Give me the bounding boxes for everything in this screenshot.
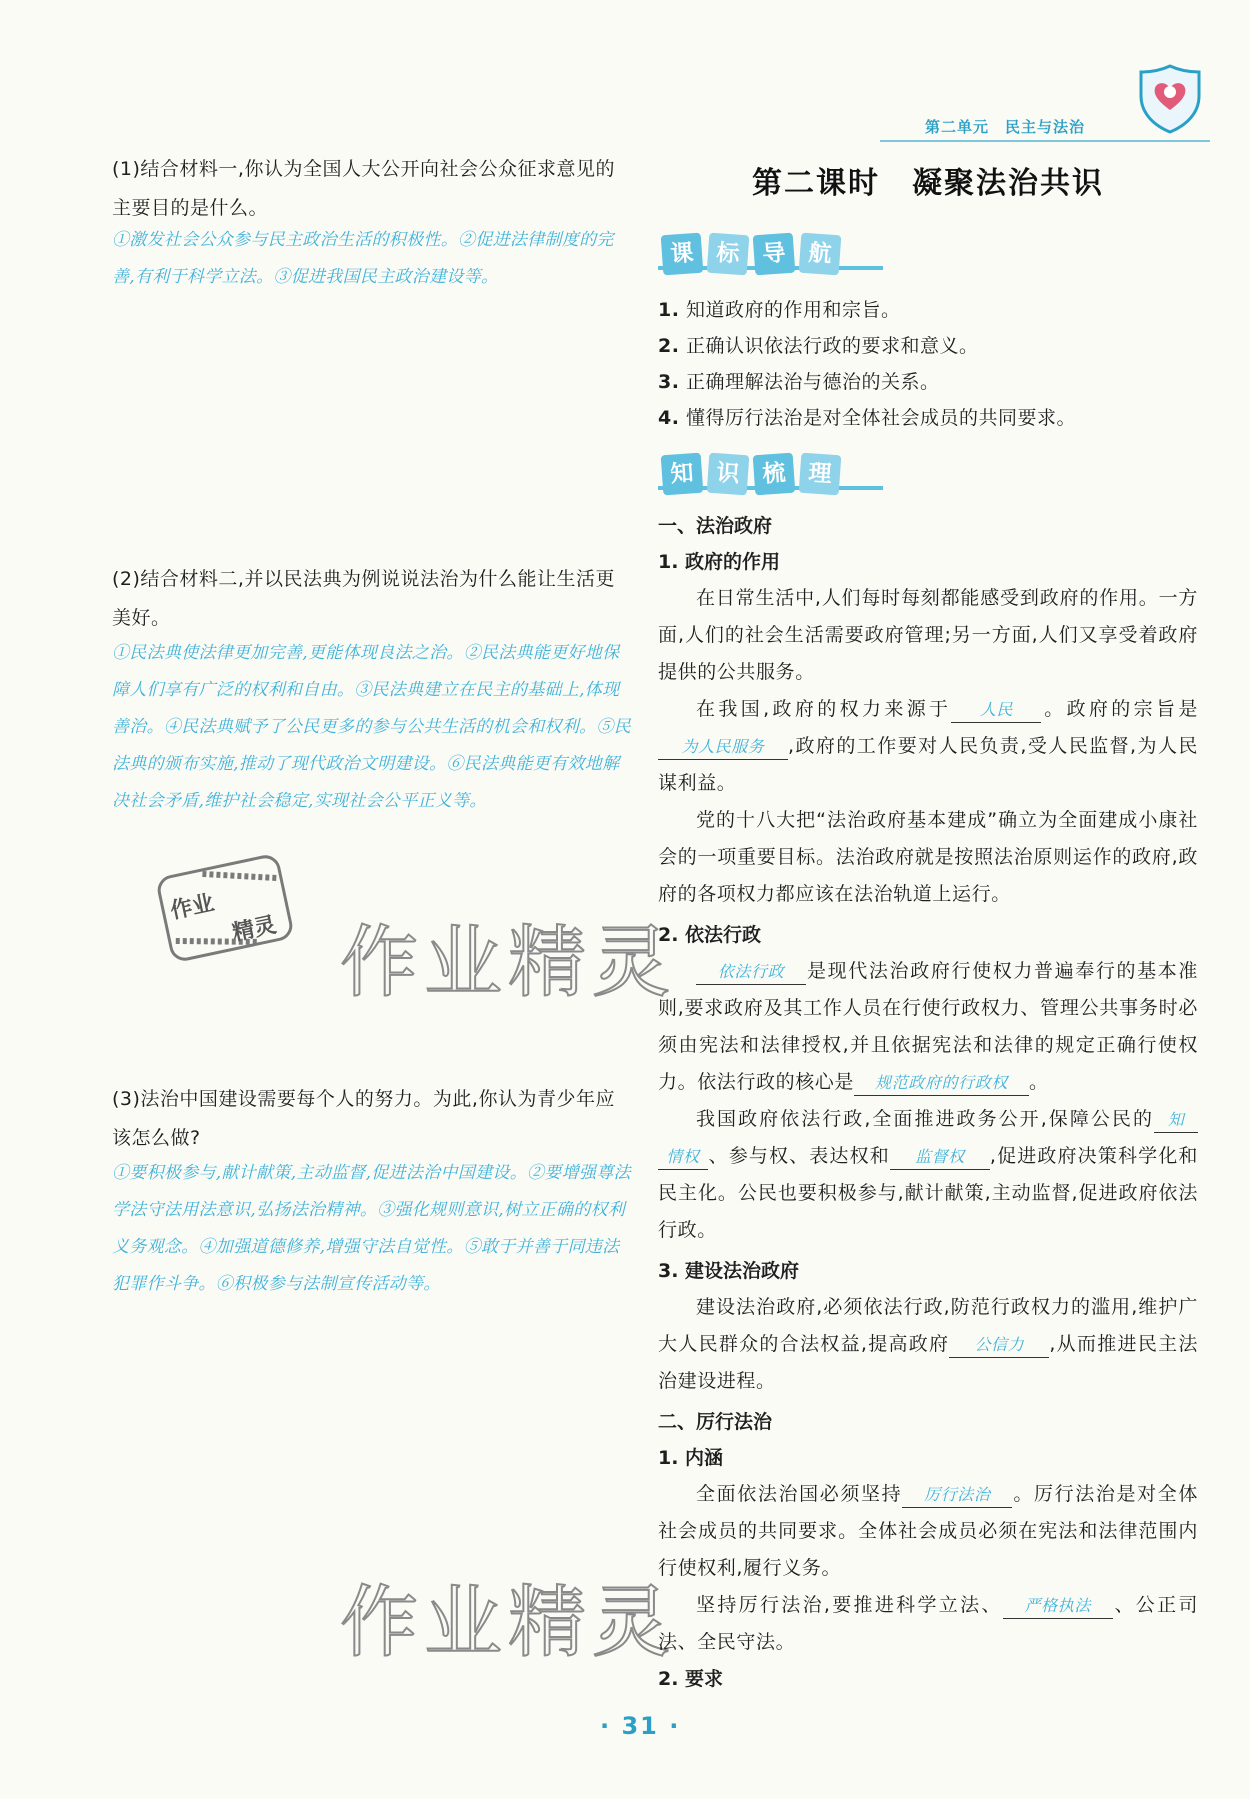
banner-tile: 航	[799, 233, 842, 276]
section-heading: 一、法治政府	[658, 515, 773, 537]
header-unit: 第二单元	[925, 118, 990, 136]
lesson-title: 第二课时 凝聚法治共识	[752, 166, 1104, 201]
running-header	[925, 116, 1085, 137]
goal-item: 1. 知道政府的作用和宗旨。	[658, 299, 901, 321]
banner-tile: 识	[707, 453, 750, 496]
watermark: 作业精灵	[340, 918, 677, 1008]
banner-tile: 知	[661, 453, 704, 496]
section-heading: 二、厉行法治	[658, 1411, 773, 1433]
fill-blank: 为人民服务	[658, 735, 788, 760]
subsection-heading: 1. 内涵	[658, 1447, 724, 1469]
learning-goals	[658, 292, 1198, 436]
page-number: · 31 ·	[600, 1712, 681, 1740]
fill-blank: 厉行法治	[902, 1483, 1012, 1508]
watermark: 作业精灵	[340, 1578, 677, 1668]
banner-tile: 理	[799, 453, 842, 496]
fill-blank: 人民	[951, 698, 1041, 723]
section-banner-curriculum	[658, 230, 1198, 274]
fill-blank: 知	[1154, 1108, 1198, 1133]
paragraph: 建设法治政府,必须依法行政,防范行政权力的滥用,维护广大人民群众的合法权益,提高政府 公信力 ,从而推进民主法治建设进程。	[658, 1296, 1198, 1392]
section-banner-knowledge	[658, 450, 1198, 494]
goal-item: 4. 懂得厉行法治是对全体社会成员的共同要求。	[658, 407, 1077, 429]
paragraph: 在我国,政府的权力来源于 人民 。政府的宗旨是为人民服务 ,政府的工作要对人民负责,受人民监督,为人民谋利益。	[658, 698, 1198, 794]
subsection-heading: 3. 建设法治政府	[658, 1260, 800, 1282]
stamp-text-bottom: 精灵	[230, 912, 279, 947]
paragraph: 依法行政 是现代法治政府行使权力普遍奉行的基本准则,要求政府及其工作人员在行使行政权力、管理公共事务时必须由宪法和法律授权,并且依据宪法和法律的规定正确行使权力。依法行政的核心是 规范政府的行政权 。	[658, 953, 1198, 1101]
fill-blank: 规范政府的行政权	[854, 1071, 1029, 1096]
goal-item: 2. 正确认识依法行政的要求和意义。	[658, 335, 979, 357]
paragraph: 坚持厉行法治,要推进科学立法、 严格执法 、公正司法、全民守法。	[658, 1594, 1199, 1653]
header-rule	[880, 140, 1210, 142]
answer-1: ①激发社会公众参与民主政治生活的积极性。②促进法律制度的完善,有利于科学立法。③促进我国民主政治建设等。	[112, 230, 614, 287]
stamp-text-top: 作业	[168, 890, 217, 925]
banner-tile: 导	[753, 233, 796, 276]
question-3: (3)法治中国建设需要每个人的努力。为此,你认为青少年应该怎么做?	[112, 1088, 615, 1149]
question-1: (1)结合材料一,你认为全国人大公开向社会公众征求意见的主要目的是什么。	[112, 158, 615, 219]
subsection-heading: 2. 依法行政	[658, 924, 762, 946]
paragraph: 全面依法治国必须坚持 厉行法治 。厉行法治是对全体社会成员的共同要求。全体社会成员必须在宪法和法律范围内行使权利,履行义务。	[658, 1483, 1198, 1579]
question-2: (2)结合材料二,并以民法典为例说说法治为什么能让生活更美好。	[112, 568, 615, 629]
right-column	[658, 160, 1198, 1697]
subsection-heading: 2. 要求	[658, 1668, 724, 1690]
fill-blank: 依法行政	[696, 960, 806, 985]
banner-tile: 标	[707, 233, 750, 276]
banner-tile: 课	[661, 233, 704, 276]
fill-blank: 公信力	[949, 1333, 1049, 1358]
fill-blank: 严格执法	[1003, 1594, 1113, 1619]
paragraph: 党的十八大把“法治政府基本建成”确立为全面建成小康社会的一项重要目标。法治政府就是按照法治原则运作的政府,政府的各项权力都应该在法治轨道上运行。	[658, 809, 1198, 905]
fill-blank: 情权	[658, 1145, 708, 1170]
answer-2: ①民法典使法律更加完善,更能体现良法之治。②民法典能更好地保障人们享有广泛的权利和自由。③民法典建立在民主的基础上,体现善治。④民法典赋予了公民更多的参与公共生活的机会和权利。⑤民法典的颁布实施,推动了现代政治文明建设。⑥民法典能更有效地解决社会矛盾,维护社会稳定,实现社会公平正义等。	[112, 643, 631, 811]
goal-item: 3. 正确理解法治与德治的关系。	[658, 371, 940, 393]
header-topic: 民主与法治	[1005, 118, 1086, 136]
subsection-heading: 1. 政府的作用	[658, 551, 781, 573]
answer-3: ①要积极参与,献计献策,主动监督,促进法治中国建设。②要增强尊法学法守法用法意识,弘扬法治精神。③强化规则意识,树立正确的权利义务观念。④加强道德修养,增强守法自觉性。⑤敢于并善于同违法犯罪作斗争。⑥积极参与法制宣传活动等。	[112, 1163, 631, 1294]
fill-blank: 监督权	[890, 1145, 990, 1170]
paragraph: 在日常生活中,人们每时每刻都能感受到政府的作用。一方面,人们的社会生活需要政府管理;另一方面,人们又享受着政府提供的公共服务。	[658, 587, 1198, 683]
shield-logo-icon	[1137, 62, 1203, 134]
banner-tile: 梳	[753, 453, 796, 496]
paragraph: 我国政府依法行政,全面推进政务公开,保障公民的 知情权 、参与权、表达权和 监督权 ,促进政府决策科学化和民主化。公民也要积极参与,献计献策,主动监督,促进政府依法行政。	[658, 1108, 1199, 1241]
